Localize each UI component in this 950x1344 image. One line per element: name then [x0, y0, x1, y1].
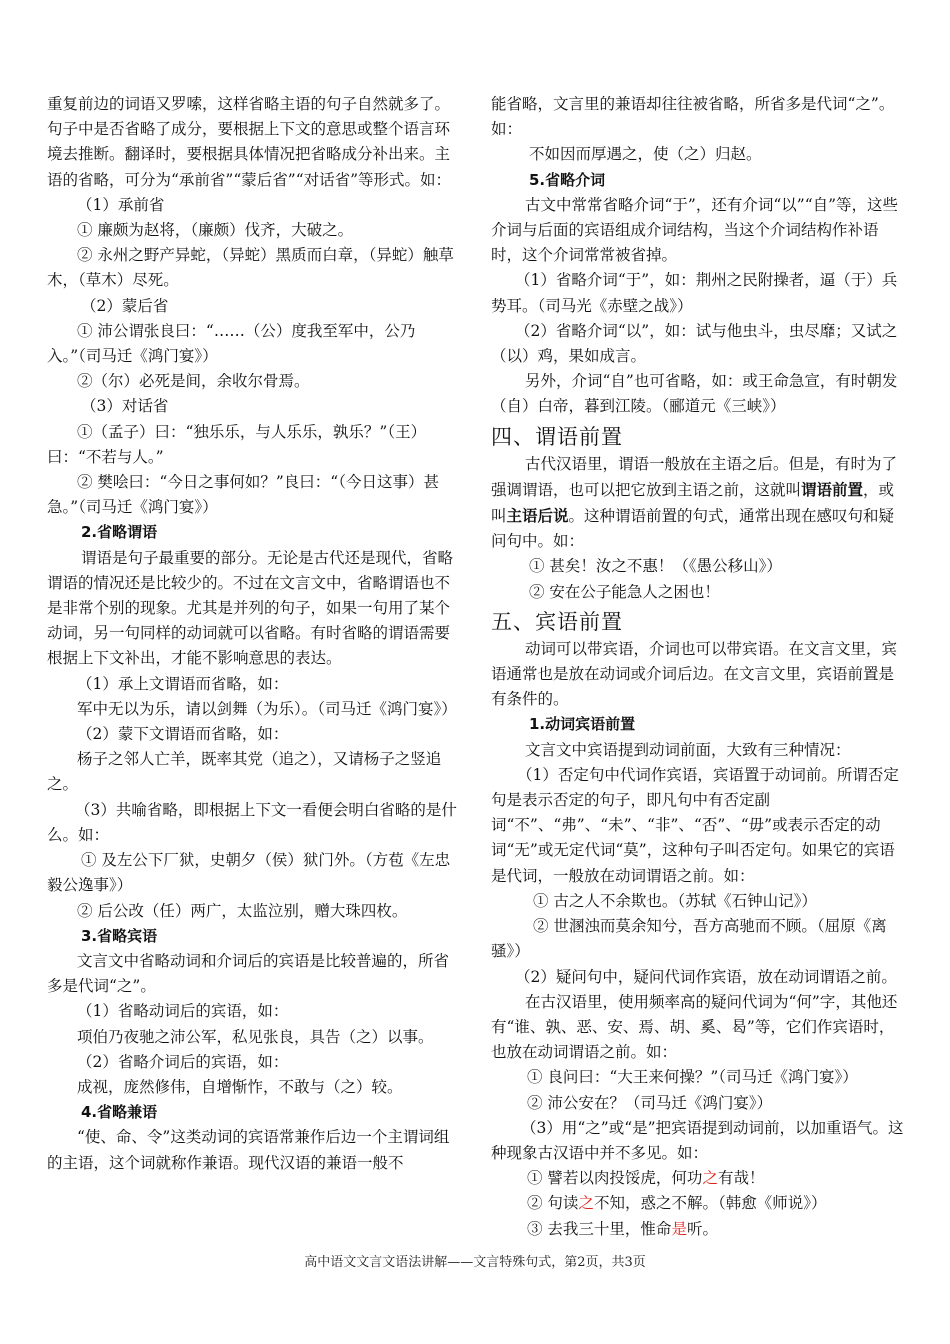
paragraph: 重复前边的词语又罗嗦，这样省略主语的句子自然就多了。句子中是否省略了成分，要根据上下文的意思或整个语言环境去推断。翻译时，要根据具体情况把省略成分补出来。主语的省略，可分为“承前省”“蒙后省”“对话省”等形式。如： [47, 95, 452, 189]
section-heading: 1.动词宾语前置 [529, 715, 636, 734]
list-item: （2）省略介词后的宾语，如： [77, 1052, 289, 1071]
paragraph: （1）否定句中代词作宾语，宾语置于动词前。所谓否定句是表示否定的句子，即凡句中有否定副词“不”、“弗”、“未”、“非”、“否”、“毋”或表示否定的动词“无”或无定代词“莫”，这种句子叫否定句。如果它的宾语是代词，一般放在动词谓语之前。如： [491, 765, 899, 885]
page-footer: 高中语文文言文语法讲解——文言特殊句式，第2页，共3页 [304, 1255, 646, 1270]
list-item: ② 沛公安在？（司马迁《鸿门宴》） [527, 1093, 773, 1112]
list-item: ② 后公改（任）两广，太监泣别，赠大珠四枚。 [77, 901, 408, 920]
paragraph: （2）疑问句中，疑问代词作宾语，放在动词谓语之前。 [515, 967, 897, 986]
paragraph: 文言文中宾语提到动词前面，大致有三种情况： [525, 740, 851, 759]
section-heading: 2.省略谓语 [81, 523, 158, 542]
paragraph: 动词可以带宾语，介词也可以带宾语。在文言文里，宾语通常也是放在动词或介词后边。在文言文里，宾语前置是有条件的。 [491, 639, 898, 709]
text-run: 不知，惑之不解。（韩愈《师说》） [593, 1194, 827, 1213]
list-item: （2）蒙后省 [81, 296, 169, 315]
list-item: ② 樊哙曰：“今日之事何如？”良曰：“（今日这事）甚急。”（司马迁《鸿门宴》） [47, 473, 439, 517]
right-column [491, 92, 909, 1242]
list-item: ② 永州之野产异蛇，（异蛇）黑质而白章，（异蛇）触草木，（草木）尽死。 [47, 246, 454, 290]
chapter-heading: 四、谓语前置 [491, 424, 623, 449]
chapter-heading: 五、宾语前置 [491, 609, 623, 634]
text-run: ③ 去我三十里，惟命 [527, 1219, 672, 1238]
list-item: ① 沛公谓张良曰：“……（公）度我至军中，公乃入。”（司马迁《鸿门宴》） [47, 321, 416, 366]
list-item: ②（尔）必死是间，余收尔骨焉。 [77, 372, 310, 391]
list-item: ② 世溷浊而莫余知兮，吾方高驰而不顾。（屈原《离骚》） [491, 917, 887, 961]
text-run: ① 譬若以肉投馁虎，何功 [527, 1169, 703, 1188]
paragraph [491, 452, 909, 555]
text-run: 听。 [686, 1219, 718, 1238]
paragraph: 文言文中省略动词和介词后的宾语是比较普遍的，所省多是代词“之”。 [47, 951, 450, 996]
list-item: ① 及左公下厂狱，史朝夕（侯）狱门外。（方苞《左忠毅公逸事》） [47, 851, 451, 895]
list-item: ① 廉颇为赵将，（廉颇）伐齐，大破之。 [77, 221, 354, 240]
list-item: 成视，庞然修伟，自增惭怍，不敢与（之）较。 [77, 1077, 403, 1096]
paragraph: 能省略，文言里的兼语却往往被省略，所省多是代词“之”。如： [491, 95, 895, 139]
bold-term: 谓语前置 [801, 479, 864, 499]
list-item: （1）省略介词“于”，如：荆州之民附操者，逼（于）兵势耳。（司马光《赤壁之战》） [491, 271, 898, 315]
list-item: 杨子之邻人亡羊，既率其党（追之），又请杨子之竖追之。 [47, 750, 442, 794]
list-item: ① 甚矣！汝之不惠！（《愚公移山》） [529, 557, 782, 576]
list-item [491, 1191, 909, 1216]
highlight-particle: 是 [671, 1219, 687, 1238]
paragraph: 谓语是句子最重要的部分。无论是古代还是现代，省略谓语的情况还是比较少的。不过在文言文中，省略谓语也不是非常个别的现象。尤其是并列的句子，如果一句用了某个动词，另一句同样的动词就可以省略。有时省略的谓语需要根据上下文补出，才能不影响意思的表达。 [47, 548, 454, 668]
paragraph: 另外，介词“自”也可省略，如：或王命急宣，有时朝发（自）白帝，暮到江陵。（郦道元《三峡》） [491, 372, 898, 416]
list-item: 不如因而厚遇之，使（之）归赵。 [529, 145, 762, 164]
list-item: （1）省略动词后的宾语，如： [77, 1002, 289, 1021]
paragraph: （3）用“之”或“是”把宾语提到动词前，以加重语气。这种现象古汉语中并不多见。如： [491, 1118, 904, 1162]
list-item: ① 良问曰：“大王来何操？”（司马迁《鸿门宴》） [527, 1068, 858, 1087]
bold-term: 主语后说 [506, 506, 569, 526]
list-item: （1）承前省 [77, 195, 165, 214]
highlight-particle: 之 [702, 1169, 718, 1188]
list-item: ①（孟子）曰：“独乐乐，与人乐乐，孰乐？”（王）曰：“不若与人。” [47, 422, 427, 466]
paragraph: 在古汉语里，使用频率高的疑问代词为“何”字，其他还有“谁、孰、恶、安、焉、胡、奚、曷”等，它们作宾语时，也放在动词谓语之前。如： [491, 992, 898, 1062]
list-item: ② 安在公子能急人之困也！ [529, 582, 720, 601]
text-run: 。这种谓语前置的句式，通常出现在感叹句和疑问句中。如： [491, 507, 895, 551]
paragraph: 古文中常常省略介词“于”，还有介词“以”“自”等，这些介词与后面的宾语组成介词结构，当这个介词结构作补语时，这个介词常常被省掉。 [491, 195, 899, 265]
text-run: 有哉！ [717, 1169, 765, 1188]
highlight-particle: 之 [578, 1194, 594, 1213]
list-item: ① 古之人不余欺也。（苏轼《石钟山记》） [533, 891, 817, 910]
list-item: （3）共喻省略，即根据上下文一看便会明白省略的是什么。如： [47, 800, 457, 844]
list-item: （3）对话省 [81, 397, 169, 416]
section-heading: 5.省略介词 [529, 170, 606, 189]
text-run: ，或叫 [491, 480, 895, 526]
list-item: 项伯乃夜驰之沛公军，私见张良，具告（之）以事。 [77, 1027, 434, 1046]
list-item [491, 1166, 909, 1191]
left-column [47, 92, 462, 1176]
paragraph: “使、命、令”这类动词的宾语常兼作后边一个主谓词组的主语，这个词就称作兼语。现代汉语的兼语一般不 [47, 1128, 450, 1172]
list-item: 军中无以为乐，请以剑舞（为乐）。（司马迁《鸿门宴》） [77, 699, 457, 718]
text-run: 古代汉语里，谓语一般放在主语之后。但是，有时为了强调谓语，也可以把它放到主语之前，这就叫 [491, 454, 898, 499]
section-heading: 4.省略兼语 [81, 1103, 158, 1122]
list-item: （1）承上文谓语而省略，如： [77, 674, 289, 693]
list-item: （2）省略介词“以”，如：试与他虫斗，虫尽靡；又试之（以）鸡，果如成言。 [491, 321, 898, 366]
text-run: ② 句读 [527, 1194, 579, 1213]
list-item: （2）蒙下文谓语而省略，如： [77, 725, 289, 744]
section-heading: 3.省略宾语 [81, 926, 158, 945]
list-item [491, 1217, 909, 1242]
